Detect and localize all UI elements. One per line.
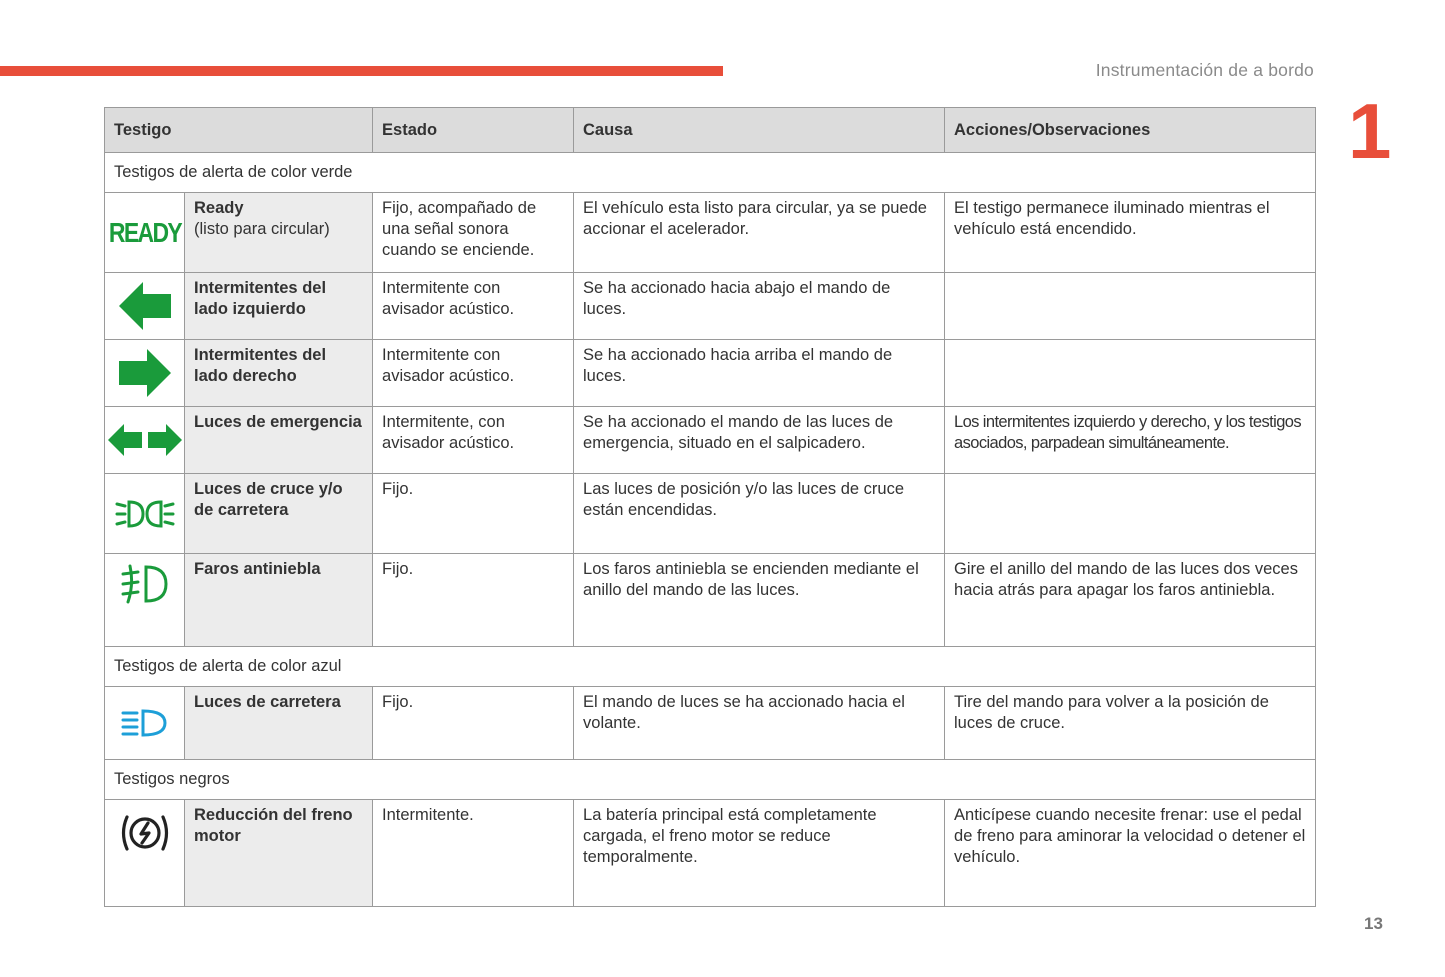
icon-cell <box>105 474 185 554</box>
causa-cell: Se ha accionado el mando de las luces de emergencia, situado en el salpicadero. <box>574 407 945 474</box>
header-testigo: Testigo <box>105 108 373 153</box>
acciones-cell: Anticípese cuando necesite frenar: use el pedal de freno para aminorar la velocidad o detener el vehículo. <box>945 800 1316 907</box>
chapter-number: 1 <box>1348 87 1392 175</box>
table-header-row <box>105 108 1316 153</box>
name-cell <box>185 340 373 407</box>
acciones-cell: El testigo permanece iluminado mientras el vehículo está encendido. <box>945 193 1316 273</box>
causa-cell: El vehículo esta listo para circular, ya se puede accionar el acelerador. <box>574 193 945 273</box>
causa-cell: Se ha accionado hacia arriba el mando de luces. <box>574 340 945 407</box>
lamp-name: Ready <box>194 199 244 217</box>
table-row <box>105 273 1316 340</box>
high-beam-icon <box>121 708 169 738</box>
causa-cell: Se ha accionado hacia abajo el mando de luces. <box>574 273 945 340</box>
header-accent-bar <box>0 66 723 76</box>
lamp-name: Reducción del freno motor <box>194 806 353 845</box>
estado-cell: Fijo. <box>373 474 574 554</box>
lamp-name: Luces de carretera <box>194 693 341 711</box>
right-arrow-icon <box>117 347 173 399</box>
icon-cell <box>105 554 185 647</box>
lamp-name: Luces de emergencia <box>194 413 362 431</box>
acciones-cell: Gire el anillo del mando de las luces dos veces hacia atrás para apagar los faros antiniebla. <box>945 554 1316 647</box>
estado-cell: Fijo, acompañado de una señal sonora cuando se enciende. <box>373 193 574 273</box>
lamp-name: Faros antiniebla <box>194 560 321 578</box>
name-cell <box>185 554 373 647</box>
causa-cell: Las luces de posición y/o las luces de cruce están encendidas. <box>574 474 945 554</box>
warning-lamps-table <box>104 107 1316 907</box>
lamp-name: Intermitentes del lado derecho <box>194 346 327 385</box>
icon-cell <box>105 193 185 273</box>
ready-icon: READY <box>108 217 181 248</box>
icon-cell <box>105 687 185 760</box>
estado-cell: Intermitente. <box>373 800 574 907</box>
acciones-cell <box>945 474 1316 554</box>
acciones-cell <box>945 273 1316 340</box>
name-cell <box>185 273 373 340</box>
header-estado: Estado <box>373 108 574 153</box>
causa-cell: La batería principal está completamente cargada, el freno motor se reduce temporalmente. <box>574 800 945 907</box>
causa-cell: El mando de luces se ha accionado hacia el volante. <box>574 687 945 760</box>
section-label: Testigos de alerta de color azul <box>105 647 1316 687</box>
name-cell <box>185 800 373 907</box>
hazard-icon <box>107 422 183 458</box>
lamp-name: Intermitentes del lado izquierdo <box>194 279 327 318</box>
table-row <box>105 474 1316 554</box>
estado-cell: Intermitente con avisador acústico. <box>373 340 574 407</box>
name-cell <box>185 474 373 554</box>
header-causa: Causa <box>574 108 945 153</box>
estado-cell: Intermitente, con avisador acústico. <box>373 407 574 474</box>
icon-cell <box>105 273 185 340</box>
name-cell <box>185 193 373 273</box>
section-row-blue <box>105 647 1316 687</box>
icon-cell <box>105 800 185 907</box>
table-row <box>105 687 1316 760</box>
acciones-cell: Los intermitentes izquierdo y derecho, y los testigos asociados, parpadean simultáneamente. <box>945 407 1316 474</box>
page-number: 13 <box>1364 914 1383 933</box>
acciones-cell <box>945 340 1316 407</box>
table-row <box>105 407 1316 474</box>
icon-cell <box>105 340 185 407</box>
engine-brake-icon <box>118 812 172 854</box>
estado-cell: Intermitente con avisador acústico. <box>373 273 574 340</box>
name-cell <box>185 687 373 760</box>
position-lights-icon <box>115 498 175 530</box>
section-label: Testigos negros <box>105 760 1316 800</box>
name-cell <box>185 407 373 474</box>
section-label: Testigos de alerta de color verde <box>105 153 1316 193</box>
page-header-title: Instrumentación de a bordo <box>1095 60 1314 80</box>
causa-cell: Los faros antiniebla se encienden mediante el anillo del mando de las luces. <box>574 554 945 647</box>
table-row <box>105 554 1316 647</box>
section-row-black <box>105 760 1316 800</box>
table-row <box>105 340 1316 407</box>
section-row-green <box>105 153 1316 193</box>
lamp-name-sub: (listo para circular) <box>194 220 330 238</box>
left-arrow-icon <box>117 280 173 332</box>
table-row <box>105 193 1316 273</box>
estado-cell: Fijo. <box>373 554 574 647</box>
icon-cell <box>105 407 185 474</box>
lamp-name: Luces de cruce y/o de carretera <box>194 480 343 519</box>
header-acciones: Acciones/Observaciones <box>945 108 1316 153</box>
acciones-cell: Tire del mando para volver a la posición de luces de cruce. <box>945 687 1316 760</box>
fog-light-icon <box>120 564 170 604</box>
table-row <box>105 800 1316 907</box>
estado-cell: Fijo. <box>373 687 574 760</box>
